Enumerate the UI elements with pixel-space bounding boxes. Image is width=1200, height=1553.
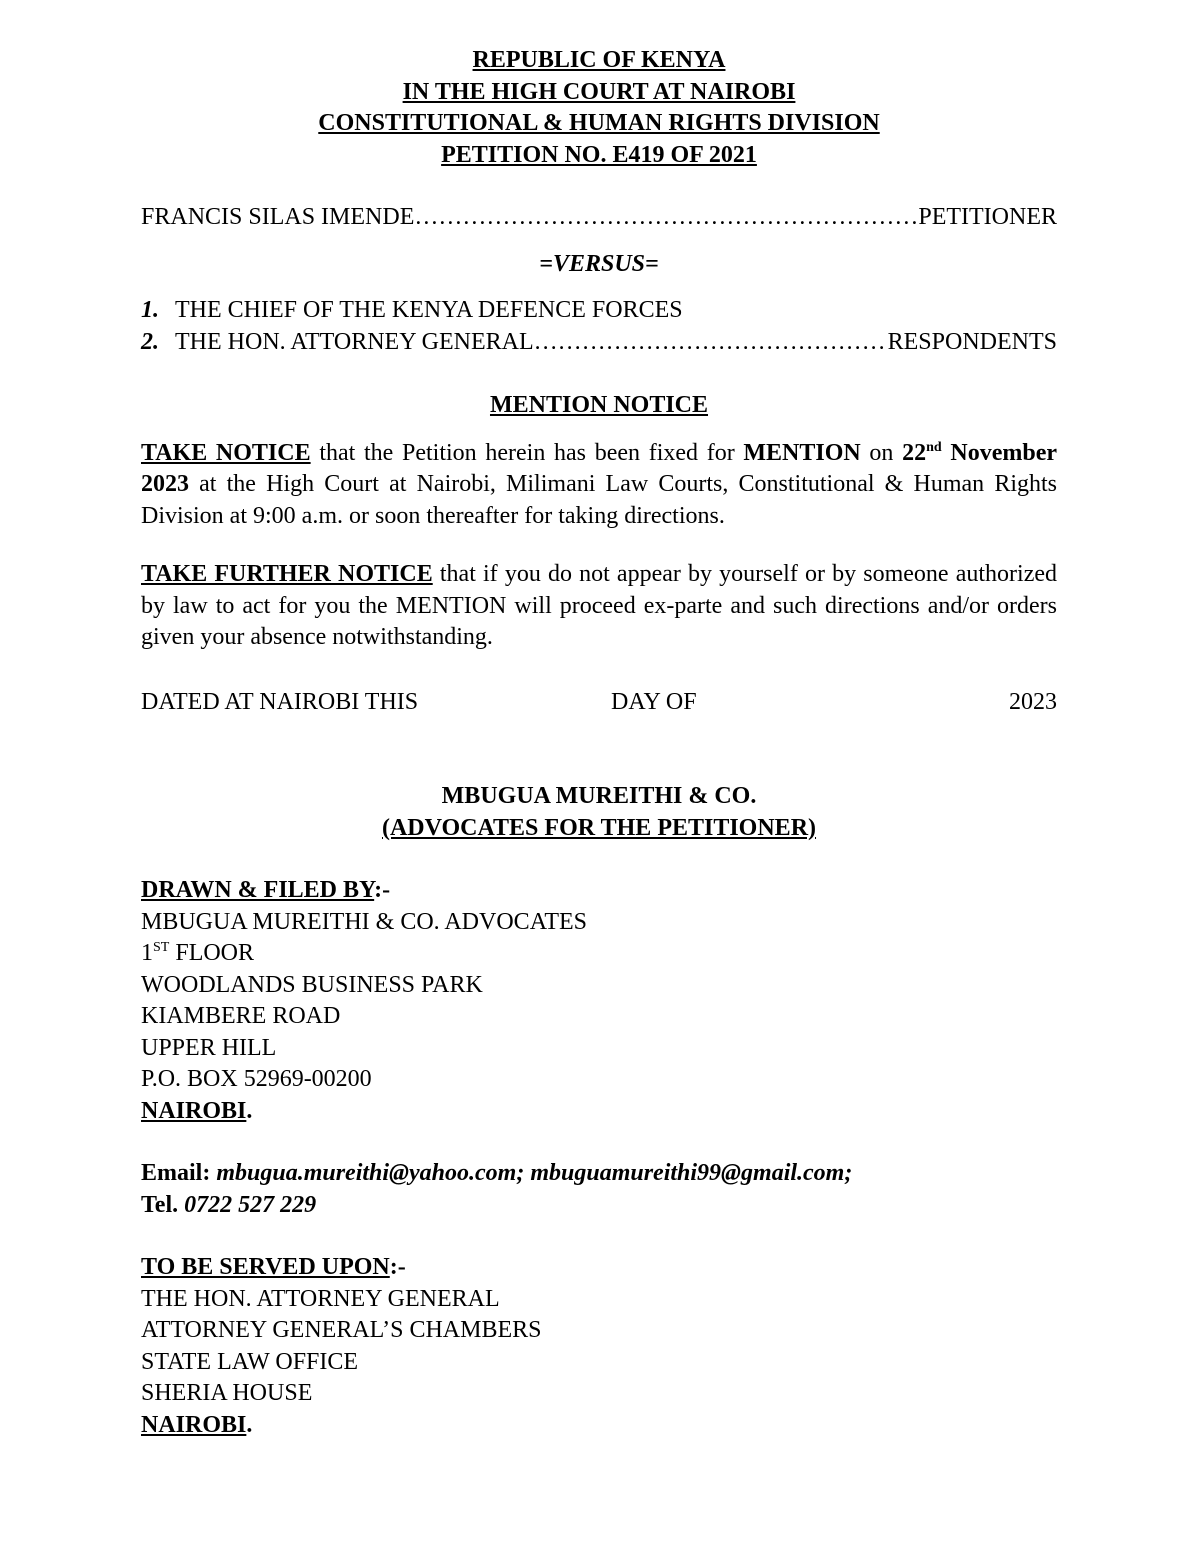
served-ag: THE HON. ATTORNEY GENERAL [141, 1285, 500, 1312]
firm-name: MBUGUA MUREITHI & CO. [441, 783, 757, 809]
served-chambers: ATTORNEY GENERAL’S CHAMBERS [141, 1317, 542, 1343]
drawn-floor: 1ST FLOOR [141, 940, 255, 966]
dated-left: DATED AT NAIROBI THIS [141, 688, 419, 715]
petitioner-line [141, 202, 1057, 234]
email-line: Email: mbugua.mureithi@yahoo.com; mbuguamureithi99@gmail.com; [141, 1160, 853, 1186]
respondent-1-number: 1. [141, 297, 159, 323]
served-office: STATE LAW OFFICE [141, 1348, 359, 1375]
mention-keyword: MENTION [743, 439, 861, 466]
document-page [141, 45, 1057, 1441]
drawn-firm: MBUGUA MUREITHI & CO. ADVOCATES [141, 908, 588, 935]
heading-division: CONSTITUTIONAL & HUMAN RIGHTS DIVISION [318, 110, 880, 136]
take-further-notice-label: TAKE FURTHER NOTICE [141, 561, 433, 587]
respondent-2-number: 2. [141, 328, 159, 355]
petitioner-name: FRANCIS SILAS IMENDE [141, 204, 415, 230]
versus-label: =VERSUS= [539, 250, 659, 277]
take-notice-label: TAKE NOTICE [141, 439, 311, 466]
heading-republic: REPUBLIC OF KENYA [472, 47, 726, 73]
dated-line [141, 687, 1057, 719]
tel-line: Tel. 0722 527 229 [141, 1191, 317, 1218]
leader-dots [414, 202, 918, 234]
tel-number: 0722 527 229 [184, 1191, 317, 1218]
dated-middle: DAY OF [611, 688, 697, 715]
leader-dots [534, 327, 888, 359]
email-address: mbugua.mureithi@yahoo.com; mbuguamureithi99@gmail.com; [216, 1160, 853, 1186]
respondent-1-name: THE CHIEF OF THE KENYA DEFENCE FORCES [175, 297, 683, 323]
drawn-city: NAIROBI. [141, 1097, 253, 1124]
notice-paragraph-2: TAKE FURTHER NOTICE that if you do not appear by yourself or by someone authorized by law to act for you the MENTION will proceed ex-parte and such directions and/or orders given your absence notwithstanding. [141, 561, 1057, 650]
heading-court: IN THE HIGH COURT AT NAIROBI [402, 78, 796, 105]
firm-role: (ADVOCATES FOR THE PETITIONER) [381, 814, 817, 841]
heading-petition-number: PETITION NO. E419 OF 2021 [441, 141, 757, 168]
dated-year: 2023 [1009, 688, 1057, 715]
served-house: SHERIA HOUSE [141, 1380, 313, 1406]
served-city: NAIROBI. [141, 1411, 253, 1438]
mention-month: November 2023 [141, 439, 1058, 497]
mention-day: 22 [902, 439, 927, 466]
respondent-2-name: THE HON. ATTORNEY GENERAL [175, 328, 534, 355]
respondent-role: RESPONDENTS [887, 328, 1057, 355]
served-heading: TO BE SERVED UPON:- [141, 1254, 406, 1280]
drawn-park: WOODLANDS BUSINESS PARK [141, 971, 483, 998]
notice-title: MENTION NOTICE [489, 392, 709, 418]
drawn-area: UPPER HILL [141, 1034, 277, 1061]
drawn-filed-heading: DRAWN & FILED BY:- [141, 877, 391, 903]
drawn-road: KIAMBERE ROAD [141, 1003, 341, 1029]
drawn-box: P.O. BOX 52969-00200 [141, 1066, 372, 1092]
respondent-2-line [141, 327, 1057, 359]
respondent-1-line [141, 295, 1057, 327]
notice-paragraph-1: TAKE NOTICE that the Petition herein has been fixed for MENTION on 22nd November 2023 at the High Court at Nairobi, Milimani Law Courts, Constitutional & Human Rights Division at 9:00 a.m. or soon thereafter for taking directions. [141, 439, 1058, 529]
petitioner-role: PETITIONER [918, 204, 1057, 230]
